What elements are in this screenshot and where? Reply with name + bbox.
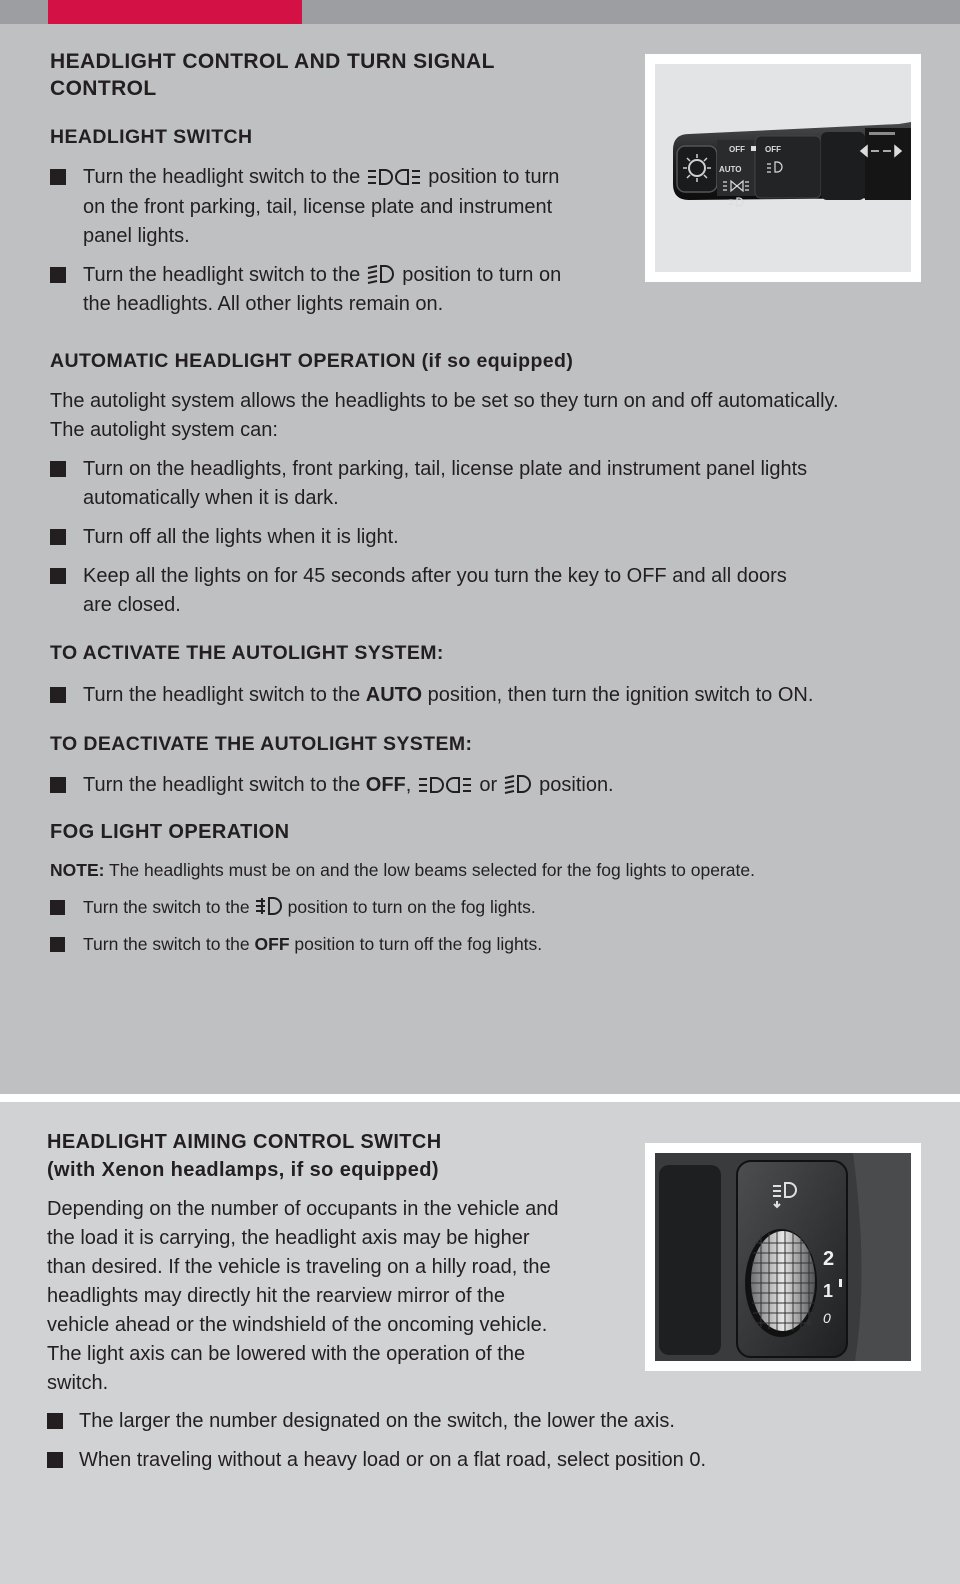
headlight-switch-bullet1-line3: panel lights. bbox=[83, 225, 190, 247]
section2-title-line2: (with Xenon headlamps, if so equipped) bbox=[47, 1159, 439, 1181]
headlight-stalk-photo bbox=[645, 54, 921, 282]
automatic-bullet3-line1: Keep all the lights on for 45 seconds after you turn the key to OFF and all doors bbox=[83, 565, 787, 587]
aiming-paragraph-line5: vehicle ahead or the windshield of the oncoming vehicle. bbox=[47, 1314, 548, 1336]
aiming-paragraph-line4: headlights may directly hit the rearview mirror of the bbox=[47, 1285, 505, 1307]
fog-light-heading: FOG LIGHT OPERATION bbox=[50, 821, 290, 843]
automatic-intro-line1: The autolight system allows the headlights to be set so they turn on and off automatically. bbox=[50, 390, 839, 412]
headlight-switch-heading: HEADLIGHT SWITCH bbox=[50, 126, 253, 148]
fog-light-icon bbox=[254, 896, 284, 923]
dial-position-1: 1 bbox=[823, 1281, 834, 1301]
headlight-switch-bullet2-line2: the headlights. All other lights remain on. bbox=[83, 293, 444, 315]
aiming-bullet2: When traveling without a heavy load or on a flat road, select position 0. bbox=[79, 1449, 707, 1471]
aiming-dial-photo bbox=[645, 1143, 921, 1371]
aiming-paragraph-line2: the load it is carrying, the headlight axis may be higher bbox=[47, 1227, 530, 1249]
bullet-marker bbox=[47, 1452, 63, 1468]
fog-light-note: NOTE: The headlights must be on and the low beams selected for the fog lights to operate. bbox=[50, 860, 755, 880]
automatic-bullet1-line1: Turn on the headlights, front parking, tail, license plate and instrument panel lights bbox=[83, 458, 808, 480]
bullet-marker bbox=[47, 1413, 63, 1429]
parking-lights-icon bbox=[366, 165, 422, 195]
automatic-headlight-heading: AUTOMATIC HEADLIGHT OPERATION (if so equipped) bbox=[50, 350, 574, 372]
headlight-beam-icon bbox=[503, 773, 533, 803]
automatic-bullet1-line2: automatically when it is dark. bbox=[83, 487, 339, 509]
aiming-bullet1: The larger the number designated on the switch, the lower the axis. bbox=[79, 1410, 675, 1432]
aiming-paragraph-line1: Depending on the number of occupants in the vehicle and bbox=[47, 1198, 559, 1220]
aiming-paragraph-line7: switch. bbox=[47, 1372, 109, 1394]
automatic-intro-line2: The autolight system can: bbox=[50, 419, 278, 441]
aiming-paragraph-line3: than desired. If the vehicle is traveling on a hilly road, the bbox=[47, 1256, 551, 1278]
fog-bullet2: Turn the switch to the OFF position to turn off the fog lights. bbox=[83, 934, 543, 954]
headlight-stalk-illustration bbox=[655, 64, 911, 272]
headlight-switch-bullet1: Turn the headlight switch to the position to turn bbox=[83, 162, 559, 195]
headlight-switch-bullet2: Turn the headlight switch to the position to turn on bbox=[83, 260, 561, 293]
dial-position-0: 0 bbox=[823, 1310, 831, 1326]
deactivate-instruction: Turn the headlight switch to the OFF, or position. bbox=[83, 770, 614, 803]
bullet-marker bbox=[50, 568, 66, 584]
bullet-marker bbox=[50, 169, 66, 185]
parking-lights-icon bbox=[417, 773, 473, 803]
aiming-dial-illustration bbox=[655, 1153, 911, 1361]
activate-heading: TO ACTIVATE THE AUTOLIGHT SYSTEM: bbox=[50, 642, 444, 664]
fog-bullet1: Turn the switch to the position to turn on the fog lights. bbox=[83, 894, 536, 923]
bullet-marker bbox=[50, 461, 66, 477]
bullet-marker bbox=[50, 937, 65, 952]
automatic-bullet3-line2: are closed. bbox=[83, 594, 181, 616]
aiming-paragraph-line6: The light axis can be lowered with the operation of the bbox=[47, 1343, 526, 1365]
section1-title-line1: HEADLIGHT CONTROL AND TURN SIGNAL bbox=[50, 50, 495, 73]
headlight-switch-bullet1-line2: on the front parking, tail, license plate and instrument bbox=[83, 196, 553, 218]
bullet-marker bbox=[50, 529, 66, 545]
photo-label-auto: AUTO bbox=[719, 165, 742, 174]
section-accent-tab bbox=[48, 0, 302, 24]
section1-title-line2: CONTROL bbox=[50, 77, 157, 100]
photo-label-off: OFF bbox=[729, 145, 745, 154]
top-bar bbox=[0, 0, 960, 24]
activate-instruction: Turn the headlight switch to the AUTO position, then turn the ignition switch to ON. bbox=[83, 684, 814, 706]
deactivate-heading: TO DEACTIVATE THE AUTOLIGHT SYSTEM: bbox=[50, 733, 473, 755]
bullet-marker bbox=[50, 900, 65, 915]
photo-label-off-fog: OFF bbox=[765, 145, 781, 154]
section2-title-line1: HEADLIGHT AIMING CONTROL SWITCH bbox=[47, 1131, 442, 1153]
bullet-marker bbox=[50, 687, 66, 703]
photo-indicator-square bbox=[751, 146, 756, 151]
automatic-bullet2: Turn off all the lights when it is light. bbox=[83, 526, 399, 548]
bullet-marker bbox=[50, 267, 66, 283]
bullet-marker bbox=[50, 777, 66, 793]
panel-divider bbox=[0, 1094, 960, 1102]
dial-position-2: 2 bbox=[823, 1248, 835, 1270]
